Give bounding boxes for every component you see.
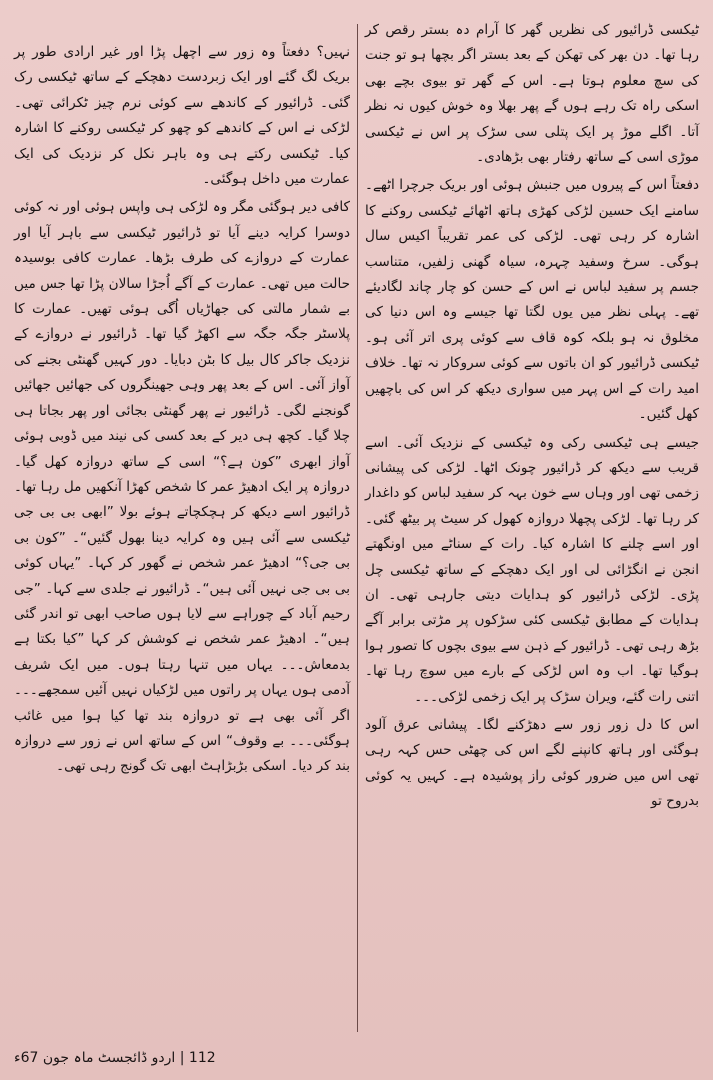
column-divider [357, 24, 358, 1032]
paragraph: نہیں؟ دفعتاً وہ زور سے اچھل پڑا اور غیر ارادی طور پر بریک لگ گئے اور ایک زبردست دھچکے کے ساتھ ٹیکسی رک گئی۔ ڈرائیور کے کاندھے سے کوئی نرم چیز ٹکرائی تھی۔ لڑکی نے اس کے کاندھے کو چھو کر ٹیکسی روکنے کا اشارہ کیا۔ ٹیکسی رکتے ہی وہ باہر نکل کر نزدیک کی ایک عمارت میں داخل ہوگئی۔ [14, 44, 350, 188]
page-footer: 112 | اردو ڈائجسٹ ماہ جون 67ء [14, 1050, 216, 1066]
right-column [365, 18, 699, 818]
paragraph: ٹیکسی ڈرائیور کی نظریں گھر کا آرام دہ بستر رقص کر رہا تھا۔ دن بھر کی تھکن کے بعد بستر اگر بچھا ہو تو جنت کی سچ معلوم ہوتا ہے۔ اس کے گھر تو بیوی بچے بھی اسکی راہ تک رہے ہوں گے پھر بھلا وہ خوش کیوں نہ نظر آتا۔ اگلے موڑ پر ایک پتلی سی سڑک پر اس نے ٹیکسی موڑی اسی کے ساتھ رفتار بھی بڑھادی۔ [365, 22, 699, 166]
paragraph: کافی دیر ہوگئی مگر وہ لڑکی ہی واپس ہوئی اور نہ کوئی دوسرا کرایہ دینے آیا تو ڈرائیور ٹیکسی سے باہر آیا اور عمارت کے دروازے کی طرف بڑھا۔ عمارت کافی بوسیدہ حالت میں تھی۔ عمارت کے آگے اُجڑا سالان پڑا تھا جس میں بے شمار مالتی کی جھاڑیاں اُگی ہوئی تھیں۔ عمارت کا پلاسٹر جگہ جگہ سے اکھڑ گیا تھا۔ ڈرائیور نے دروازے کے نزدیک جاکر کال بیل کا بٹن دبایا۔ دور کہیں گھنٹی بجنے کی آواز آئی۔ اس کے بعد پھر وہی جھینگروں کی جھائیں جھائیں گونجنے لگی۔ ڈرائیور نے پھر گھنٹی بجائی اور پھر بجاتا ہی چلا گیا۔ کچھ ہی دیر کے بعد کسی کی نیند میں ڈوبی ہوئی آواز ابھری ”کون ہے؟“ اسی کے ساتھ دروازہ کھل گیا۔ دروازہ پر ایک ادھیڑ عمر کا شخص کھڑا آنکھیں مل رہا تھا۔ ڈرائیور اسے دیکھ کر ہچکچاتے ہوئے بولا ”ابھی بی بی جی ٹیکسی سے آئی ہیں وہ کرایہ دینا بھول گئیں“۔ ”کون بی بی جی؟“ ادھیڑ عمر شخص نے گھور کر کہا۔ ”یہاں کوئی بی بی جی نہیں آئی ہیں“۔ ڈرائیور نے جلدی سے کہا۔ ”جی رحیم آباد کے چوراہے سے لایا ہوں صاحب ابھی تو اندر گئی ہیں“۔ ادھیڑ عمر شخص نے کوشش کر کہا ”کیا بکتا ہے بدمعاش۔۔۔ یہاں میں تنہا رہتا ہوں۔ میں ایک شریف آدمی ہوں یہاں پر راتوں میں لڑکیاں نہیں آئیں سمجھے۔۔۔ اگر آئی بھی ہے تو دروازہ بند تھا کیا ہوا میں غائب ہوگئی۔۔۔ بے وقوف“ اس کے ساتھ اس نے زور سے دروازہ بند کر دیا۔ اسکی بڑبڑاہٹ ابھی تک گونج رہی تھی۔ [14, 199, 350, 775]
paragraph: اس کا دل زور زور سے دھڑکنے لگا۔ پیشانی عرق آلود ہوگئی اور ہاتھ کانپنے لگے اس کی چھٹی حس کہہ رہی تھی اس میں ضرور کوئی راز پوشیدہ ہے۔ کہیں یہ کوئی بدروح تو [365, 716, 699, 810]
left-column [14, 40, 350, 783]
paragraph: دفعتاً اس کے پیروں میں جنبش ہوئی اور بریک جرچرا اٹھے۔ سامنے ایک حسین لڑکی کھڑی ہاتھ اٹھائے ٹیکسی روکنے کا اشارہ کر رہی تھی۔ لڑکی کی عمر تقریباً اکیس سال ہوگی۔ سرخ وسفید چہرہ، سیاہ گھنی زلفیں، متناسب جسم پر سفید لباس نے اس کے حسن کو چار چاند لگادیئے تھے۔ پہلی نظر میں یوں لگتا تھا جیسے وہ اس دنیا کی مخلوق نہ ہو بلکہ کوہ قاف سے کوئی پری اتر آئی ہو۔ ٹیکسی ڈرائیور کو ان باتوں سے کوئی سروکار نہ تھا۔ خلاف امید رات کے اس پہر میں سواری دیکھ کر اس کی باچھیں کھل گئیں۔ [365, 177, 699, 423]
paragraph: جیسے ہی ٹیکسی رکی وہ ٹیکسی کے نزدیک آئی۔ اسے قریب سے دیکھ کر ڈرائیور چونک اٹھا۔ لڑکی کی پیشانی زخمی تھی اور وہاں سے خون بہہ کر سفید لباس کو داغدار کر رہا تھا۔ لڑکی پچھلا دروازہ کھول کر سیٹ پر بیٹھ گئی۔ اور اسے چلنے کا اشارہ کیا۔ رات کے سناٹے میں اونگھتے انجن نے انگڑائی لی اور ایک دھچکے کے ساتھ ٹیکسی چل پڑی۔ لڑکی ڈرائیور کو ہدایات دیتی جارہی تھی۔ ان ہدایات کے مطابق ٹیکسی کئی سڑکوں پر مڑتی برابر آگے بڑھ رہی تھی۔ ڈرائیور کے ذہن سے بیوی بچوں کا تصور ہوا ہوگیا تھا۔ اب وہ اس لڑکی کے بارے میں سوچ رہا تھا۔ اتنی رات گئے، ویران سڑک پر ایک زخمی لڑکی۔۔۔ [365, 434, 699, 705]
